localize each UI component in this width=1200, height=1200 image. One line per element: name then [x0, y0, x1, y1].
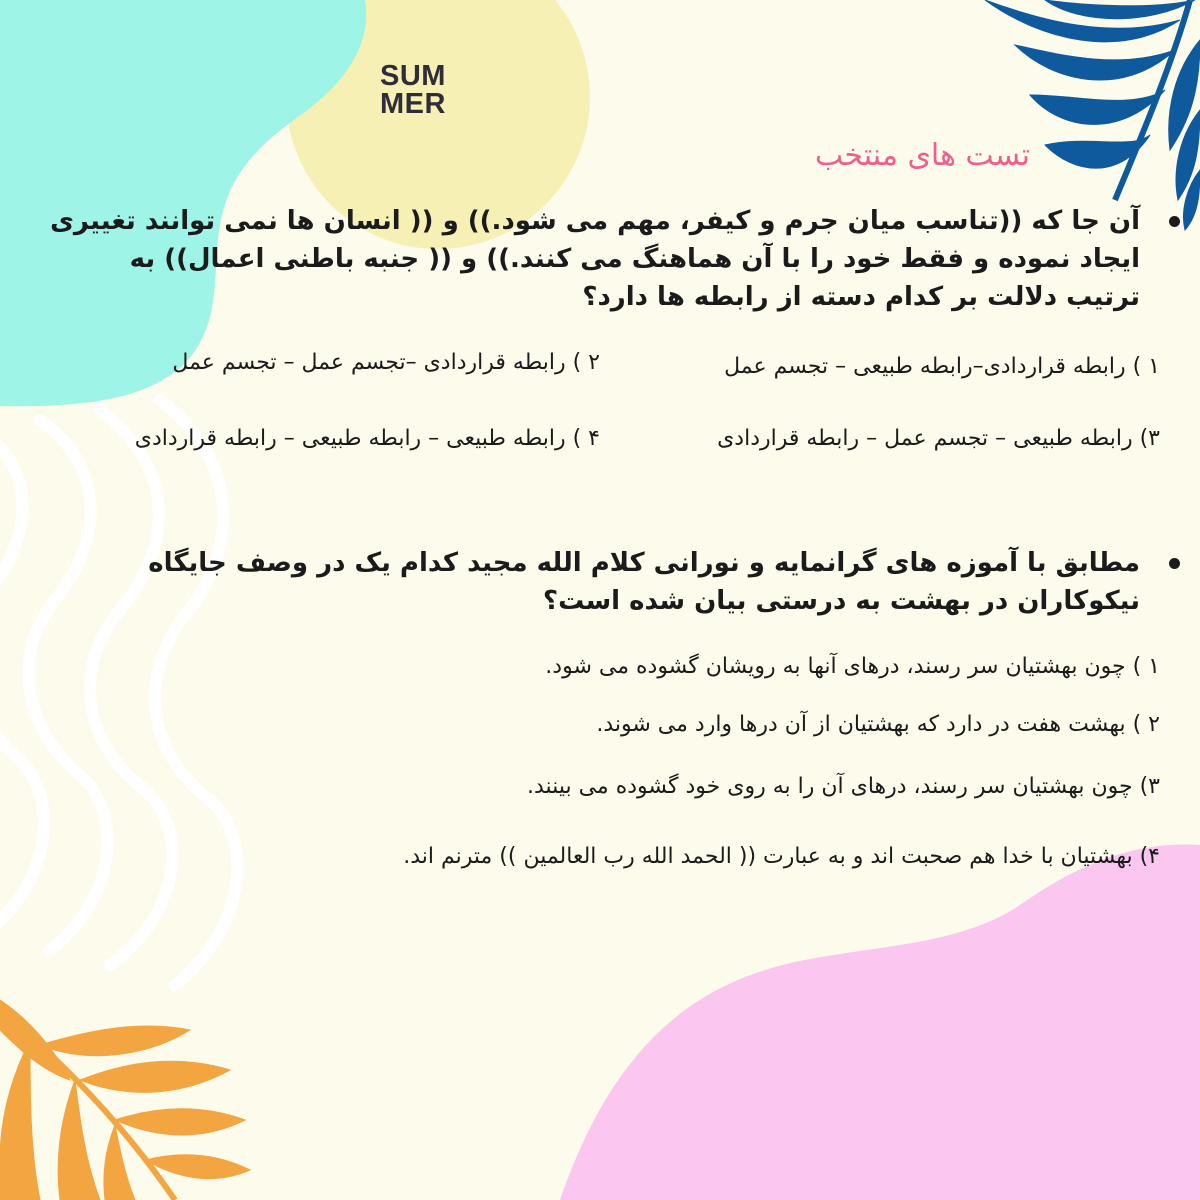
question-1-option-3[interactable]: ٣) رابطه طبیعی – تجسم عمل – رابطه قراردادی	[717, 426, 1160, 451]
question-2-option-1[interactable]: ١ ) چون بهشتیان سر رسند، درهای آنها به رویشان گشوده می شود.	[545, 654, 1160, 679]
orange-palm-leaf	[0, 1000, 250, 1200]
question-1-text: آن جا که ((تناسب میان جرم و کیفر، مهم می شود.)) و (( انسان ها نمی توانند تغییری ایجاد نموده و فقط خود را با آن هماهنگ می کنند.)) و (( جنبه باطنی اعمال)) به ترتیب دلالت بر کدام دسته از رابطه ها دارد؟	[50, 206, 1140, 312]
page-title: تست های منتخب	[814, 138, 1030, 173]
question-2-option-3[interactable]: ٣) چون بهشتیان سر رسند، درهای آن را به روی خود گشوده می بینند.	[527, 774, 1160, 799]
summer-badge: SUM MER	[380, 60, 446, 120]
question-2-option-4[interactable]: ۴) بهشتیان با خدا هم صحبت اند و به عبارت (( الحمد الله رب العالمین )) مترنم اند.	[403, 844, 1160, 869]
question-1-option-2[interactable]: ٢ ) رابطه قراردادی –تجسم عمل – تجسم عمل	[172, 350, 600, 375]
pink-blob	[560, 844, 1200, 1200]
question-2-option-2[interactable]: ٢ ) بهشت هفت در دارد که بهشتیان از آن درها وارد می شوند.	[596, 712, 1160, 737]
question-2	[20, 544, 1140, 620]
blue-palm-leaf	[985, 0, 1200, 230]
question-1-option-1[interactable]: ١ ) رابطه قراردادی–رابطه طبیعی – تجسم عمل	[724, 354, 1160, 379]
bullet-icon	[1169, 216, 1180, 227]
question-1-option-4[interactable]: ۴ ) رابطه طبیعی – رابطه طبیعی – رابطه قراردادی	[134, 426, 600, 451]
bullet-icon	[1169, 558, 1180, 569]
white-wavy-lines	[0, 400, 237, 985]
question-1	[50, 202, 1140, 316]
question-2-text: مطابق با آموزه های گرانمایه و نورانی کلام الله مجید کدام یک در وصف جایگاه نیکوکاران در بهشت به درستی بیان شده است؟	[148, 548, 1140, 616]
